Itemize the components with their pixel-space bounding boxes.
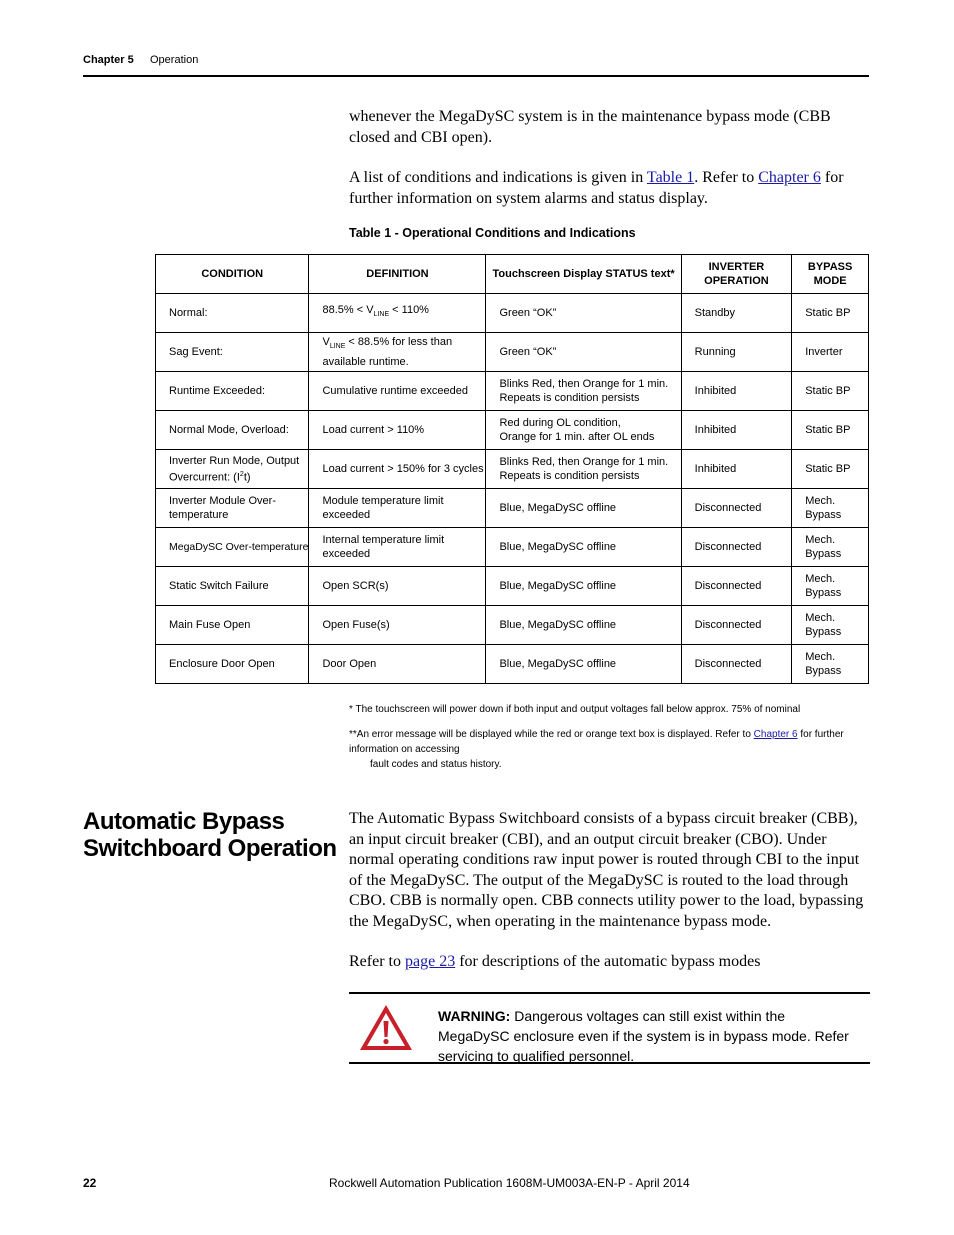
cell-bypass: Inverter	[792, 333, 869, 372]
cell-definition: Load current > 110%	[309, 411, 486, 450]
cell-condition: Sag Event:	[156, 333, 309, 372]
cell-inverter: Disconnected	[681, 528, 792, 567]
footnote-text: **An error message will be displayed while the red or orange text box is displayed. Refer to	[349, 729, 754, 740]
table-row	[156, 567, 869, 606]
publication-info: Rockwell Automation Publication 1608M-UM003A-EN-P - April 2014	[329, 1176, 690, 1190]
table-row	[156, 333, 869, 372]
page-header	[83, 53, 869, 77]
section-paragraph-1: The Automatic Bypass Switchboard consists of a bypass circuit breaker (CBB), an input circuit breaker (CBI), and an output circuit breaker (CBO). Under normal operating conditions raw input power is routed through CBI to the input of the MegaDySC. The output of the MegaDySC is routed to the load through CBO. CBB is normally open. CBB connects utility power to the load, bypassing the MegaDySC, when operating in the maintenance bypass mode.	[349, 810, 864, 930]
def-text: < 88.5% for less than available runtime.	[322, 336, 453, 368]
header-definition: DEFINITION	[309, 255, 486, 294]
cell-status: Blinks Red, then Orange for 1 min. Repeats is condition persists	[486, 372, 681, 411]
intro-paragraph-2	[349, 168, 869, 209]
cell-condition: Normal:	[156, 294, 309, 333]
table-row	[156, 528, 869, 567]
table-1-link[interactable]: Table 1	[646, 169, 695, 186]
header-status-text: Touchscreen Display STATUS text*	[486, 255, 681, 294]
warning-label: WARNING:	[438, 1008, 511, 1024]
header-inverter-operation: INVERTER OPERATION	[681, 255, 792, 294]
cell-bypass: Static BP	[792, 450, 869, 489]
chapter-6-link[interactable]: Chapter 6	[758, 169, 821, 186]
cell-definition	[309, 294, 486, 333]
intro-paragraph-1: whenever the MegaDySC system is in the maintenance bypass mode (CBB closed and CBI open).	[349, 108, 831, 146]
footnote-2	[349, 727, 869, 772]
cell-inverter: Disconnected	[681, 489, 792, 528]
cell-inverter: Running	[681, 333, 792, 372]
cell-inverter: Inhibited	[681, 411, 792, 450]
header-condition: CONDITION	[156, 255, 309, 294]
section-paragraph-2	[349, 952, 869, 973]
conditions-table	[155, 254, 869, 684]
intro-text: A list of conditions and indications is given in	[349, 169, 647, 186]
cell-condition: Main Fuse Open	[156, 606, 309, 645]
cell-status: Blinks Red, then Orange for 1 min. Repeats is condition persists	[486, 450, 681, 489]
section-title	[83, 808, 337, 862]
cell-condition: Runtime Exceeded:	[156, 372, 309, 411]
cell-bypass: Mech. Bypass	[792, 567, 869, 606]
cell-bypass: Mech. Bypass	[792, 489, 869, 528]
section-title-line-2: Switchboard Operation	[83, 835, 337, 862]
section-label: Operation	[150, 54, 199, 66]
cell-inverter: Disconnected	[681, 645, 792, 684]
cell-status: Blue, MegaDySC offline	[486, 606, 681, 645]
cell-definition: Internal temperature limit exceeded	[309, 528, 486, 567]
footnote-1: * The touchscreen will power down if both input and output voltages fall below approx. 75% of nominal	[349, 704, 801, 715]
chapter-6-footnote-link[interactable]: Chapter 6	[753, 729, 798, 740]
intro-text: for further information on system alarms and status display.	[349, 169, 844, 207]
cell-bypass: Static BP	[792, 372, 869, 411]
table-row	[156, 411, 869, 450]
def-text: 88.5% < V	[322, 304, 374, 317]
def-subscript: LINE	[329, 343, 346, 351]
cell-definition: Door Open	[309, 645, 486, 684]
cell-definition: Load current > 150% for 3 cycles	[309, 450, 486, 489]
header-bypass-mode: BYPASS MODE	[792, 255, 869, 294]
table-header-row	[156, 255, 869, 294]
cell-condition: MegaDySC Over-temperature	[156, 528, 309, 567]
warning-triangle-icon	[358, 1003, 414, 1053]
def-text: V	[322, 336, 330, 349]
footnote-text-line2: fault codes and status history.	[370, 759, 502, 770]
page-23-link[interactable]: page 23	[404, 953, 456, 970]
table-row	[156, 606, 869, 645]
cell-condition: Static Switch Failure	[156, 567, 309, 606]
cell-bypass: Static BP	[792, 294, 869, 333]
cond-text: Inverter Run Mode, Output Overcurrent: (I	[169, 454, 300, 484]
footnote-text: for further information on accessing	[349, 729, 844, 755]
cell-definition: Cumulative runtime exceeded	[309, 372, 486, 411]
table-row	[156, 372, 869, 411]
cell-status: Blue, MegaDySC offline	[486, 489, 681, 528]
table-row	[156, 489, 869, 528]
cell-condition: Normal Mode, Overload:	[156, 411, 309, 450]
table-row	[156, 645, 869, 684]
cell-definition: Module temperature limit exceeded	[309, 489, 486, 528]
table-caption: Table 1 - Operational Conditions and Indications	[349, 226, 636, 240]
table-row	[156, 294, 869, 333]
cond-text: t)	[243, 471, 251, 484]
cell-status: Green “OK”	[486, 333, 681, 372]
cell-status: Blue, MegaDySC offline	[486, 645, 681, 684]
cell-bypass: Mech. Bypass	[792, 528, 869, 567]
cell-status: Blue, MegaDySC offline	[486, 567, 681, 606]
section-title-line-1: Automatic Bypass	[83, 808, 285, 835]
intro-text: . Refer to	[694, 169, 759, 186]
chapter-label: Chapter 5	[83, 54, 134, 66]
cell-condition	[156, 450, 309, 489]
section-text: Refer to	[349, 953, 405, 970]
table-row	[156, 450, 869, 489]
cell-definition: Open SCR(s)	[309, 567, 486, 606]
cell-inverter: Disconnected	[681, 606, 792, 645]
section-text: for descriptions of the automatic bypass modes	[455, 953, 761, 970]
cell-condition: Enclosure Door Open	[156, 645, 309, 684]
cell-status: Red during OL condition, Orange for 1 min. after OL ends	[486, 411, 681, 450]
cell-definition	[309, 333, 486, 372]
cell-inverter: Disconnected	[681, 567, 792, 606]
cell-status: Blue, MegaDySC offline	[486, 528, 681, 567]
cell-condition: Inverter Module Over-temperature	[156, 489, 309, 528]
cell-bypass: Mech. Bypass	[792, 645, 869, 684]
cell-bypass: Mech. Bypass	[792, 606, 869, 645]
cell-inverter: Standby	[681, 294, 792, 333]
def-text: < 110%	[389, 304, 429, 317]
cell-inverter: Inhibited	[681, 450, 792, 489]
warning-text	[438, 1006, 858, 1066]
cell-status: Green “OK”	[486, 294, 681, 333]
cell-bypass: Static BP	[792, 411, 869, 450]
warning-box	[349, 992, 870, 1064]
cond-superscript: 2	[239, 470, 244, 478]
def-subscript: LINE	[373, 311, 390, 319]
warning-message: Dangerous voltages can still exist within the MegaDySC enclosure even if the system is in bypass mode. Refer servicing to qualified personnel.	[438, 1008, 849, 1064]
cell-definition: Open Fuse(s)	[309, 606, 486, 645]
cell-inverter: Inhibited	[681, 372, 792, 411]
page-number: 22	[83, 1176, 97, 1190]
